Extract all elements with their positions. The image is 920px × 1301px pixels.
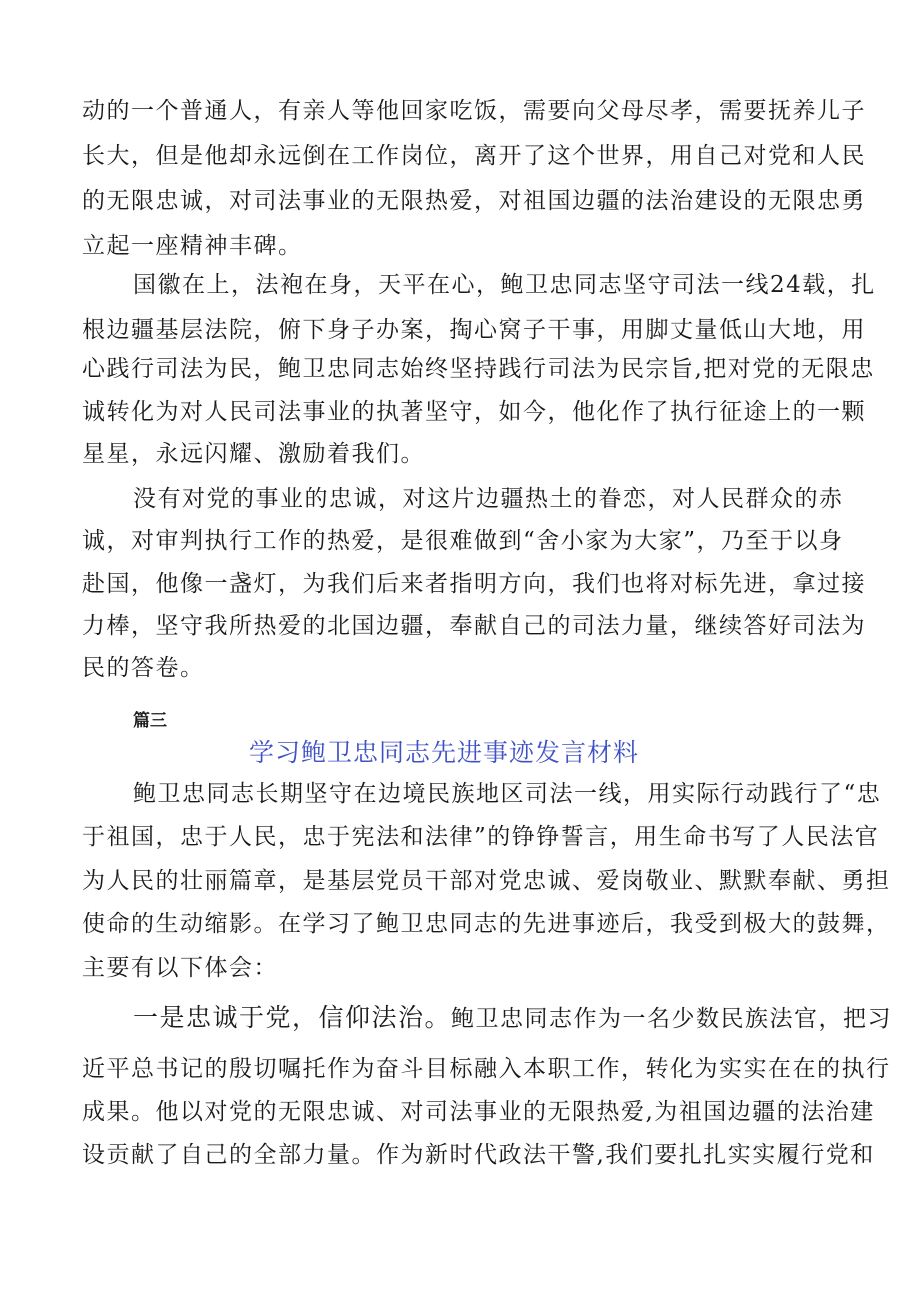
paragraph-line: 根边疆基层法院，俯下身子办案，掏心窝子干事，用脚丈量低山大地，用 (82, 317, 866, 343)
paragraph-line: 没有对党的事业的忠诚，对这片边疆热土的眷恋，对人民群众的赤 (133, 486, 844, 512)
paragraph-line (133, 1003, 892, 1034)
paragraph-line: 长大，但是他却永远倒在工作岗位，离开了这个世界，用自己对党和人民 (82, 143, 866, 169)
paragraph-line: 星星，永远闪耀、激励着我们。 (82, 441, 425, 467)
paragraph-line: 心践行司法为民，鲍卫忠同志始终坚持践行司法为民宗旨,把对党的无限忠 (82, 356, 875, 382)
paragraph-line: 成果。他以对党的无限忠诚、对司法事业的无限热爱,为祖国边疆的法治建 (82, 1099, 875, 1125)
paragraph-line: 力棒，坚守我所热爱的北国边疆，奉献自己的司法力量，继续答好司法为 (82, 613, 866, 639)
section-label: 篇三 (133, 711, 167, 731)
paragraph-line: 动的一个普通人，有亲人等他回家吃饭，需要向父母尽孝，需要抚养儿子 (82, 98, 866, 124)
paragraph-line: 近平总书记的殷切嘱托作为奋斗目标融入本职工作，转化为实实在在的执行 (82, 1056, 891, 1082)
paragraph-line: 民的答卷。 (82, 655, 205, 681)
paragraph-line: 的无限忠诚，对司法事业的无限热爱，对祖国边疆的法治建设的无限忠勇 (82, 188, 866, 214)
paragraph-line: 主要有以下体会： (82, 955, 278, 981)
paragraph-line: 使命的生动缩影。在学习了鲍卫忠同志的先进事迹后，我受到极大的鼓舞， (82, 911, 891, 937)
paragraph-line: 鲍卫忠同志长期坚守在边境民族地区司法一线，用实际行动践行了“忠 (133, 781, 882, 807)
paragraph-line: 设贡献了自己的全部力量。作为新时代政法干警,我们要扎扎实实履行党和 (82, 1142, 875, 1168)
paragraph-line: 立起一座精神丰碑。 (82, 233, 303, 259)
point-lead: 一是忠诚于党，信仰法治。 (133, 1003, 452, 1032)
paragraph-line: 诚，对审判执行工作的热爱，是很难做到“舍小家为大家”，乃至于以身 (82, 528, 844, 554)
section-title: 学习鲍卫忠同志先进事迹发言材料 (249, 738, 640, 767)
paragraph-line: 为人民的壮丽篇章，是基层党员干部对党忠诚、爱岗敬业、默默奉献、勇担 (82, 868, 891, 894)
point-text: 鲍卫忠同志作为一名少数民族法官，把习 (451, 1006, 893, 1032)
paragraph-line: 诚转化为对人民司法事业的执著坚守，如今，他化作了执行征途上的一颗 (82, 399, 866, 425)
paragraph-line: 国徽在上，法袍在身，天平在心，鲍卫忠同志坚守司法一线24载，扎 (133, 272, 876, 298)
paragraph-line: 赴国，他像一盏灯，为我们后来者指明方向，我们也将对标先进，拿过接 (82, 571, 866, 597)
paragraph-line: 于祖国，忠于人民，忠于宪法和法律”的铮铮誓言，用生命书写了人民法官 (82, 824, 880, 850)
